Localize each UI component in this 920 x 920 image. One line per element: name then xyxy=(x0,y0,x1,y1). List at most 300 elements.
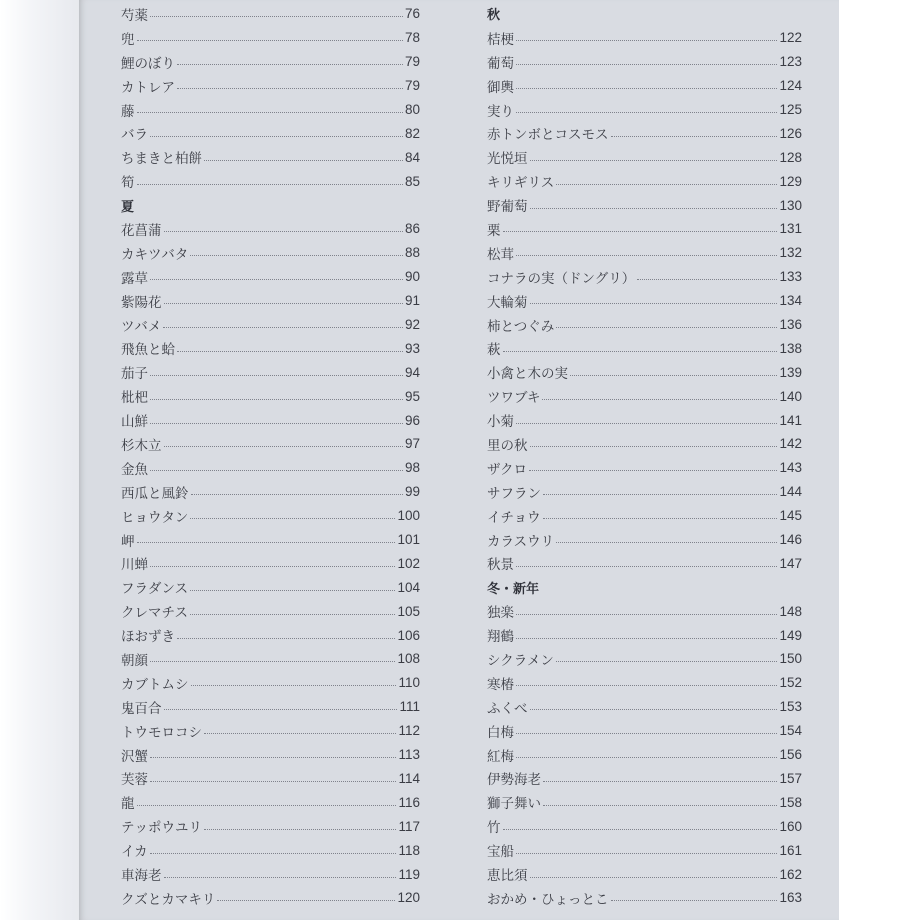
toc-entry xyxy=(487,241,802,265)
toc-entry xyxy=(121,169,420,193)
entry-title: 御輿 xyxy=(487,79,514,96)
toc-entry xyxy=(121,695,420,719)
toc-entry xyxy=(121,26,420,50)
page-number: 154 xyxy=(779,723,802,739)
entry-title: 芙蓉 xyxy=(121,772,148,789)
dot-leader xyxy=(150,279,403,280)
dot-leader xyxy=(137,542,396,543)
dot-leader xyxy=(530,303,778,304)
toc-entry xyxy=(487,695,802,719)
dot-leader xyxy=(516,757,777,758)
page-number: 142 xyxy=(779,436,802,452)
entry-title: 茄子 xyxy=(121,366,148,383)
page-number: 140 xyxy=(779,388,802,404)
toc-entry xyxy=(487,886,802,910)
toc-entry xyxy=(487,647,802,671)
page-number: 118 xyxy=(398,842,420,858)
toc-entry xyxy=(121,456,420,480)
page-number: 136 xyxy=(779,317,802,333)
entry-title: 小菊 xyxy=(487,414,514,431)
dot-leader xyxy=(163,327,403,328)
entry-title: 花菖蒲 xyxy=(121,222,162,239)
page-number: 79 xyxy=(404,78,420,94)
dot-leader xyxy=(611,900,778,901)
toc-entry xyxy=(487,384,802,408)
page-number: 123 xyxy=(779,54,802,70)
entry-title: 野葡萄 xyxy=(487,199,528,216)
section-heading: 冬・新年 xyxy=(487,581,540,597)
page-number: 88 xyxy=(404,245,420,261)
page-number: 125 xyxy=(779,102,802,117)
entry-title: 金魚 xyxy=(121,461,148,478)
page-number: 85 xyxy=(404,173,420,189)
dot-leader xyxy=(529,470,778,471)
page-number: 149 xyxy=(779,627,802,643)
dot-leader xyxy=(516,685,777,686)
toc-entry xyxy=(487,74,802,98)
page-number: 79 xyxy=(404,54,420,70)
dot-leader xyxy=(177,638,395,639)
entry-title: カブトムシ xyxy=(121,676,189,693)
toc-entry xyxy=(121,480,420,504)
entry-title: 杉木立 xyxy=(121,437,162,454)
entry-title: 寒椿 xyxy=(487,676,514,693)
entry-title: ツワブキ xyxy=(487,390,541,407)
dot-leader xyxy=(611,136,778,137)
page-number: 112 xyxy=(398,723,420,739)
toc-entry xyxy=(487,145,802,169)
page-number: 160 xyxy=(779,818,802,834)
page-number: 119 xyxy=(398,866,420,882)
page-number: 144 xyxy=(779,484,802,500)
page-number: 148 xyxy=(779,603,802,619)
entry-title: 飛魚と蛤 xyxy=(121,342,175,359)
dot-leader xyxy=(542,399,777,400)
toc-entry xyxy=(487,504,802,528)
dot-leader xyxy=(150,399,403,400)
dot-leader xyxy=(530,446,778,447)
page-number: 122 xyxy=(779,30,802,46)
toc-entry xyxy=(121,50,420,74)
page-number: 152 xyxy=(779,675,802,691)
dot-leader xyxy=(137,112,403,113)
toc-entry xyxy=(487,408,802,432)
entry-title: ちまきと柏餅 xyxy=(121,151,202,168)
toc-entry xyxy=(121,886,420,910)
dot-leader xyxy=(503,829,778,830)
page-number: 131 xyxy=(779,221,802,237)
entry-title: 秋景 xyxy=(487,557,514,574)
page-number: 138 xyxy=(779,340,802,356)
toc-entry xyxy=(121,551,420,575)
page-number: 99 xyxy=(404,484,420,500)
entry-title: 翔鶴 xyxy=(487,629,514,646)
dot-leader xyxy=(190,518,395,519)
dot-leader xyxy=(516,733,777,734)
toc-entry xyxy=(487,862,802,886)
toc-entry xyxy=(121,647,420,671)
dot-leader xyxy=(543,518,778,519)
entry-title: 獅子舞い xyxy=(487,796,541,813)
page-number: 132 xyxy=(779,245,802,261)
entry-title: 紫陽花 xyxy=(121,294,162,311)
entry-title: 独楽 xyxy=(487,605,514,622)
toc-entry xyxy=(121,408,420,432)
entry-title: ほおずき xyxy=(121,629,175,646)
toc-entry xyxy=(121,743,420,767)
page-number: 101 xyxy=(397,532,420,548)
page-number: 128 xyxy=(779,149,802,165)
entry-title: 光悦垣 xyxy=(487,151,528,168)
page-number: 91 xyxy=(404,293,420,309)
entry-title: ザクロ xyxy=(487,461,527,478)
page-number: 111 xyxy=(399,699,420,715)
page-number: 113 xyxy=(398,747,420,763)
page-number: 124 xyxy=(779,78,802,94)
page-number: 93 xyxy=(404,340,420,356)
toc-column-right xyxy=(487,2,802,910)
entry-title: クレマチス xyxy=(121,605,188,622)
dot-leader xyxy=(204,829,396,830)
entry-title: 里の秋 xyxy=(487,437,528,454)
toc-entry xyxy=(121,504,420,528)
toc-entry xyxy=(121,74,420,98)
toc-entry xyxy=(487,743,802,767)
entry-title: カキツバタ xyxy=(121,246,189,263)
toc-entry xyxy=(121,623,420,647)
dot-leader xyxy=(164,709,398,710)
dot-leader xyxy=(530,877,778,878)
entry-title: 岬 xyxy=(121,533,135,550)
page-number: 92 xyxy=(404,317,420,333)
entry-title: クズとカマキリ xyxy=(121,891,216,908)
toc-entry xyxy=(487,289,802,313)
section-heading: 夏 xyxy=(121,199,135,215)
dot-leader xyxy=(637,279,777,280)
toc-column-left xyxy=(121,2,420,910)
toc-entry xyxy=(487,265,802,289)
entry-title: 松茸 xyxy=(487,246,514,263)
entry-title: カトレア xyxy=(121,79,175,96)
toc-entry xyxy=(487,432,802,456)
toc-entry xyxy=(121,767,420,791)
entry-title: コナラの実（ドングリ） xyxy=(487,270,636,287)
entry-title: 枇杷 xyxy=(121,390,148,407)
right-background xyxy=(839,0,920,920)
toc-entry xyxy=(121,719,420,743)
dot-leader xyxy=(191,494,403,495)
dot-leader xyxy=(503,351,778,352)
toc-entry xyxy=(121,2,420,26)
entry-title: 西瓜と風鈴 xyxy=(121,485,189,502)
dot-leader xyxy=(556,184,777,185)
dot-leader xyxy=(516,40,777,41)
toc-entry xyxy=(121,528,420,552)
page-number: 147 xyxy=(779,555,802,571)
dot-leader xyxy=(150,470,403,471)
dot-leader xyxy=(164,303,403,304)
toc-entry xyxy=(487,623,802,647)
dot-leader xyxy=(150,16,403,17)
entry-title: 栗 xyxy=(487,222,501,239)
dot-leader xyxy=(556,542,777,543)
dot-leader xyxy=(516,638,777,639)
toc-entry xyxy=(121,671,420,695)
dot-leader xyxy=(543,494,777,495)
dot-leader xyxy=(150,853,397,854)
entry-title: フラダンス xyxy=(121,581,189,598)
dot-leader xyxy=(204,733,396,734)
dot-leader xyxy=(530,160,778,161)
entry-title: カラスウリ xyxy=(487,533,555,550)
dot-leader xyxy=(516,88,777,89)
dot-leader xyxy=(503,231,778,232)
page-number: 104 xyxy=(397,579,420,595)
entry-title: 筍 xyxy=(121,175,135,192)
dot-leader xyxy=(137,184,403,185)
entry-title: 山鮮 xyxy=(121,414,148,431)
toc-entry xyxy=(121,217,420,241)
dot-leader xyxy=(530,208,778,209)
dot-leader xyxy=(516,566,777,567)
toc-entry xyxy=(487,528,802,552)
dot-leader xyxy=(556,661,778,662)
page-number: 116 xyxy=(398,794,420,810)
page-number: 108 xyxy=(397,651,420,667)
entry-title: 鬼百合 xyxy=(121,700,162,717)
page-number: 76 xyxy=(404,6,420,22)
toc-entry xyxy=(487,671,802,695)
page-number: 141 xyxy=(779,412,802,428)
page-number: 139 xyxy=(779,364,802,380)
page-number: 129 xyxy=(779,173,802,189)
toc-entry xyxy=(487,193,802,217)
entry-title: 竹 xyxy=(487,820,501,837)
toc-entry xyxy=(121,145,420,169)
dot-leader xyxy=(150,781,396,782)
toc-page xyxy=(79,0,839,920)
entry-title: 白梅 xyxy=(487,724,514,741)
dot-leader xyxy=(516,853,777,854)
dot-leader xyxy=(164,231,403,232)
toc-entry xyxy=(487,790,802,814)
page-number: 143 xyxy=(779,460,802,476)
dot-leader xyxy=(150,136,403,137)
page-number: 105 xyxy=(397,603,420,619)
left-page-edge xyxy=(0,0,79,920)
page-number: 162 xyxy=(779,866,802,882)
page-number: 80 xyxy=(404,102,420,117)
dot-leader xyxy=(137,40,403,41)
page-number: 98 xyxy=(404,460,420,476)
entry-title: 小禽と木の実 xyxy=(487,366,568,383)
page-number: 157 xyxy=(779,770,802,786)
entry-title: 伊勢海老 xyxy=(487,772,541,789)
dot-leader xyxy=(516,255,777,256)
entry-title: 宝船 xyxy=(487,844,514,861)
toc-entry xyxy=(487,838,802,862)
dot-leader xyxy=(137,805,397,806)
toc-entry xyxy=(121,289,420,313)
entry-title: 紅梅 xyxy=(487,748,514,765)
dot-leader xyxy=(543,781,777,782)
page-number: 90 xyxy=(404,269,420,285)
toc-entry xyxy=(121,98,420,122)
dot-leader xyxy=(217,900,395,901)
entry-title: 大輪菊 xyxy=(487,294,528,311)
dot-leader xyxy=(570,375,777,376)
dot-leader xyxy=(177,88,403,89)
toc-entry xyxy=(121,838,420,862)
toc-entry xyxy=(487,360,802,384)
entry-title: イチョウ xyxy=(487,509,541,526)
dot-leader xyxy=(556,327,777,328)
entry-title: 沢蟹 xyxy=(121,748,148,765)
entry-title: 朝顔 xyxy=(121,652,148,669)
toc-entry xyxy=(487,719,802,743)
page-number: 106 xyxy=(397,627,420,643)
dot-leader xyxy=(164,446,403,447)
toc-entry xyxy=(121,862,420,886)
page-number: 100 xyxy=(397,508,420,524)
toc-entry xyxy=(487,814,802,838)
entry-title: 川蝉 xyxy=(121,557,148,574)
dot-leader xyxy=(150,375,403,376)
page-number: 163 xyxy=(779,890,802,906)
dot-leader xyxy=(177,64,403,65)
page-number: 161 xyxy=(779,842,802,858)
entry-title: おかめ・ひょっとこ xyxy=(487,891,609,908)
page-number: 145 xyxy=(779,508,802,524)
page-number: 130 xyxy=(779,197,802,213)
page-number: 146 xyxy=(779,532,802,548)
entry-title: 萩 xyxy=(487,342,501,359)
entry-title: ふくべ xyxy=(487,700,528,717)
dot-leader xyxy=(190,590,395,591)
entry-title: 赤トンボとコスモス xyxy=(487,127,609,144)
toc-entry xyxy=(121,599,420,623)
dot-leader xyxy=(150,661,395,662)
toc-entry xyxy=(487,169,802,193)
dot-leader xyxy=(516,64,777,65)
dot-leader xyxy=(190,614,396,615)
page-number: 114 xyxy=(398,770,420,786)
entry-title: テッポウユリ xyxy=(121,820,202,837)
dot-leader xyxy=(530,709,778,710)
toc-entry xyxy=(487,456,802,480)
toc-entry xyxy=(121,814,420,838)
dot-leader xyxy=(516,614,777,615)
entry-title: バラ xyxy=(121,127,148,144)
entry-title: 藤 xyxy=(121,103,135,120)
page-number: 102 xyxy=(397,555,420,571)
dot-leader xyxy=(204,160,403,161)
entry-title: トウモロコシ xyxy=(121,724,202,741)
page-number: 95 xyxy=(404,388,420,404)
dot-leader xyxy=(190,255,403,256)
dot-leader xyxy=(543,805,777,806)
entry-title: 柿とつぐみ xyxy=(487,318,555,335)
page-number: 84 xyxy=(404,149,420,165)
page-number: 156 xyxy=(779,747,802,763)
entry-title: サフラン xyxy=(487,485,541,502)
toc-entry xyxy=(121,432,420,456)
page-number: 134 xyxy=(779,293,802,309)
toc-entry xyxy=(487,767,802,791)
entry-title: 実り xyxy=(487,103,514,120)
toc-entry xyxy=(487,336,802,360)
toc-entry xyxy=(121,360,420,384)
toc-entry xyxy=(487,551,802,575)
entry-title: 芍薬 xyxy=(121,7,148,24)
dot-leader xyxy=(191,685,397,686)
toc-entry xyxy=(121,336,420,360)
dot-leader xyxy=(516,423,777,424)
section-heading: 秋 xyxy=(487,8,501,24)
entry-title: ヒョウタン xyxy=(121,509,189,526)
toc-entry xyxy=(121,384,420,408)
page-number: 97 xyxy=(404,436,420,452)
page-number: 126 xyxy=(779,125,802,141)
toc-entry xyxy=(121,241,420,265)
entry-title: イカ xyxy=(121,844,148,861)
dot-leader xyxy=(164,877,397,878)
page-number: 158 xyxy=(779,794,802,810)
toc-entry xyxy=(487,50,802,74)
entry-title: ツバメ xyxy=(121,318,162,335)
entry-title: 露草 xyxy=(121,270,148,287)
entry-title: シクラメン xyxy=(487,652,554,669)
toc-entry xyxy=(121,313,420,337)
dot-leader xyxy=(150,566,395,567)
toc-entry xyxy=(487,313,802,337)
entry-title: 兜 xyxy=(121,31,135,48)
toc-entry xyxy=(487,480,802,504)
page-number: 94 xyxy=(404,364,420,380)
toc-entry xyxy=(487,98,802,122)
toc-entry xyxy=(487,121,802,145)
toc-entry xyxy=(121,790,420,814)
entry-title: 車海老 xyxy=(121,868,162,884)
page-number: 96 xyxy=(404,412,420,428)
page-number: 120 xyxy=(397,890,420,906)
entry-title: 葡萄 xyxy=(487,55,514,72)
entry-title: 龍 xyxy=(121,796,135,813)
page-number: 86 xyxy=(404,221,420,237)
toc-entry xyxy=(121,575,420,599)
page-number: 153 xyxy=(779,699,802,715)
entry-title: キリギリス xyxy=(487,175,555,192)
toc-entry xyxy=(121,265,420,289)
page-number: 82 xyxy=(404,125,420,141)
entry-title: 恵比須 xyxy=(487,868,528,884)
page-number: 117 xyxy=(398,818,420,834)
entry-title: 鯉のぼり xyxy=(121,55,175,72)
toc-entry xyxy=(121,121,420,145)
page-number: 110 xyxy=(398,675,420,691)
page-number: 133 xyxy=(779,269,802,285)
dot-leader xyxy=(150,757,396,758)
page-number: 150 xyxy=(779,651,802,667)
toc-entry xyxy=(487,217,802,241)
page-number: 78 xyxy=(404,30,420,46)
dot-leader xyxy=(150,423,403,424)
toc-entry xyxy=(487,26,802,50)
dot-leader xyxy=(177,351,403,352)
dot-leader xyxy=(516,112,777,113)
toc-entry xyxy=(487,599,802,623)
entry-title: 桔梗 xyxy=(487,31,514,48)
